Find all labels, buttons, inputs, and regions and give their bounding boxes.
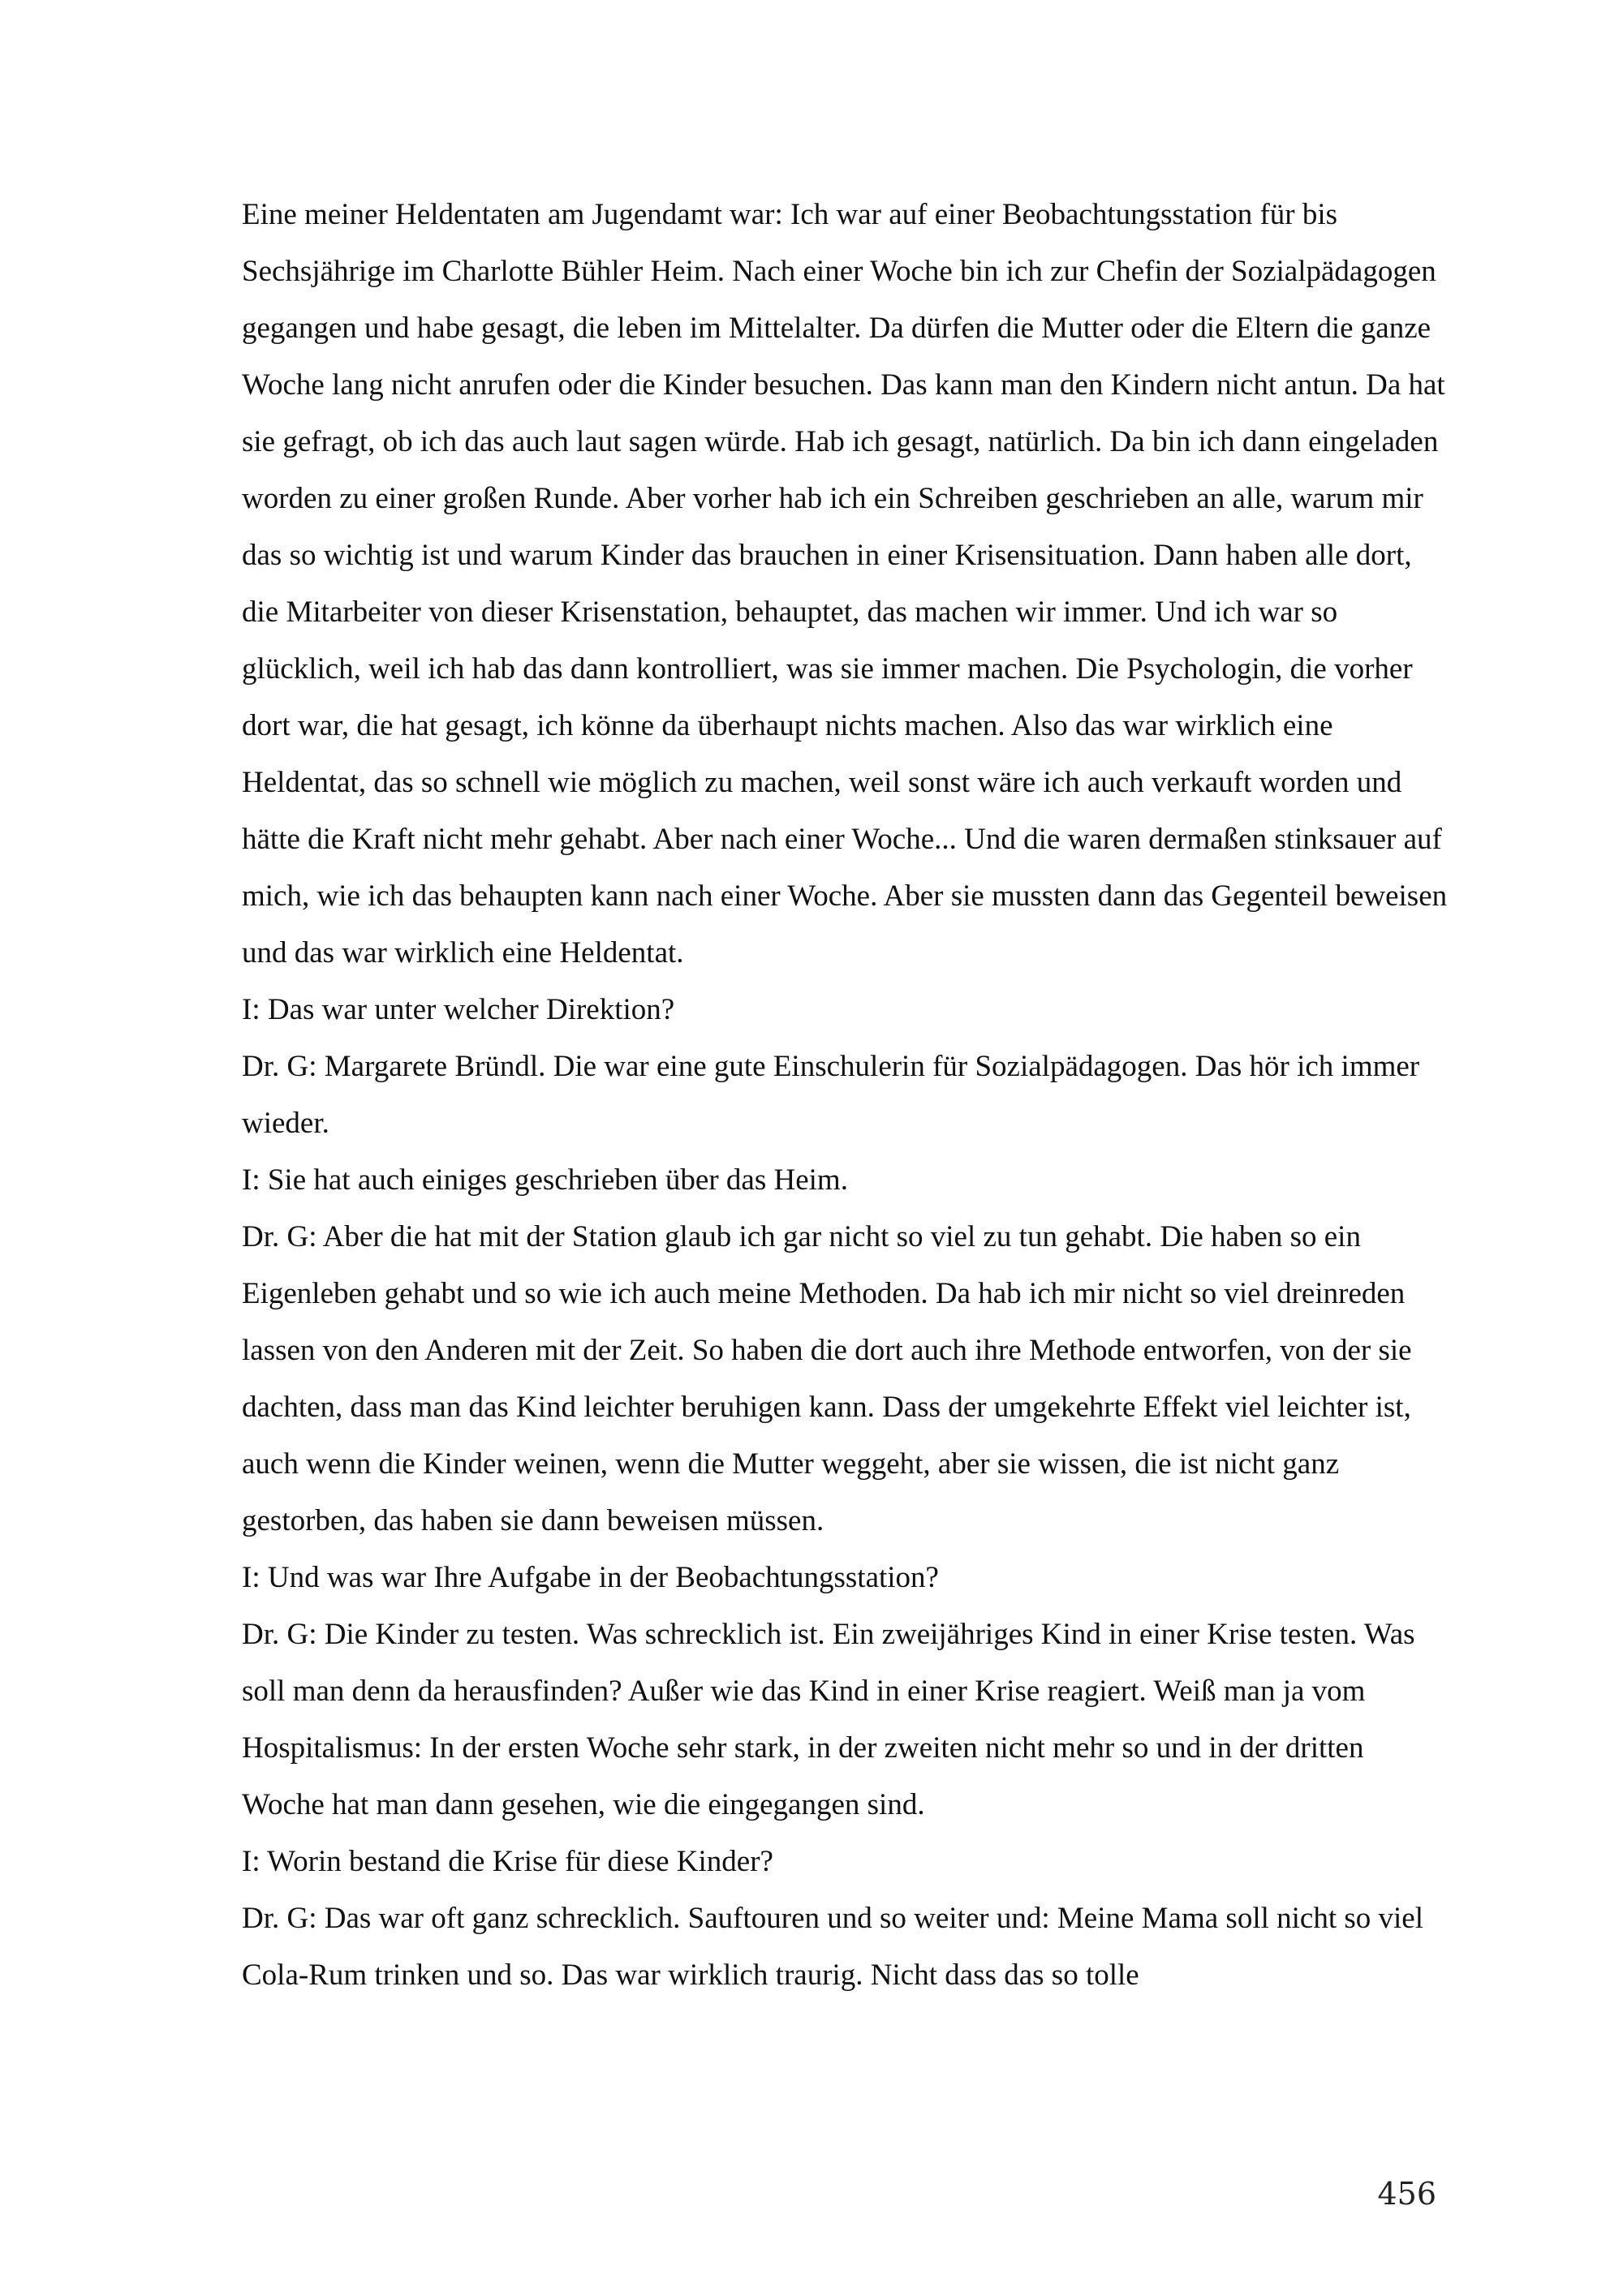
paragraph-answer-bruendl: Dr. G: Margarete Bründl. Die war eine gute Einschulerin für Sozialpädagogen. Das hör ich immer wieder. xyxy=(242,1050,1420,1140)
body-text xyxy=(242,187,1451,2004)
paragraph-question-krise: I: Worin bestand die Krise für diese Kinder? xyxy=(242,1845,773,1878)
paragraph-question-heim: I: Sie hat auch einiges geschrieben über das Heim. xyxy=(242,1163,848,1197)
paragraph-answer-sauftouren: Dr. G: Das war oft ganz schrecklich. Sauftouren und so weiter und: Meine Mama soll nicht so viel Cola-Rum trinken und so. Das war wirklich traurig. Nicht dass das so tolle xyxy=(242,1902,1424,1992)
paragraph-heldentat: Eine meiner Heldentaten am Jugendamt war: Ich war auf einer Beobachtungsstation für bis Sechsjährige im Charlotte Bühler Heim. Nach einer Woche bin ich zur Chefin der Sozialpädagogen gegangen und habe gesagt, die leben im Mittelalter. Da dürfen die Mutter oder die Eltern die ganze Woche lang nicht anrufen oder die Kinder besuchen. Das kann man den Kindern nicht antun. Da hat sie gefragt, ob ich das auch laut sagen würde. Hab ich gesagt, natürlich. Da bin ich dann eingeladen worden zu einer großen Runde. Aber vorher hab ich ein Schreiben geschrieben an alle, warum mir das so wichtig ist und warum Kinder das brauchen in einer Krisensituation. Dann haben alle dort, die Mitarbeiter von dieser Krisenstation, behauptet, das machen wir immer. Und ich war so glücklich, weil ich hab das dann kontrolliert, was sie immer machen. Die Psychologin, die vorher dort war, die hat gesagt, ich könne da überhaupt nichts machen. Also das war wirklich eine Heldentat, das so schnell wie möglich zu machen, weil sonst wäre ich auch verkauft worden und hätte die Kraft nicht mehr gehabt. Aber nach einer Woche... Und die waren dermaßen stinksauer auf mich, wie ich das behaupten kann nach einer Woche. Aber sie mussten dann das Gegenteil beweisen und das war wirklich eine Heldentat. xyxy=(242,198,1448,970)
paragraph-question-aufgabe: I: Und was war Ihre Aufgabe in der Beobachtungsstation? xyxy=(242,1561,939,1594)
paragraph-answer-testen: Dr. G: Die Kinder zu testen. Was schrecklich ist. Ein zweijähriges Kind in einer Krise testen. Was soll man denn da herausfinden? Außer wie das Kind in einer Krise reagiert. Weiß man ja vom Hospitalismus: In der ersten Woche sehr stark, in der zweiten nicht mehr so und in der dritten Woche hat man dann gesehen, wie die eingegangen sind. xyxy=(242,1618,1415,1821)
paragraph-answer-station: Dr. G: Aber die hat mit der Station glaub ich gar nicht so viel zu tun gehabt. Die haben so ein Eigenleben gehabt und so wie ich auch meine Methoden. Da hab ich mir nicht so viel dreinreden lassen von den Anderen mit der Zeit. So haben die dort auch ihre Methode entworfen, von der sie dachten, dass man das Kind leichter beruhigen kann. Dass der umgekehrte Effekt viel leichter ist, auch wenn die Kinder weinen, wenn die Mutter weggeht, aber sie wissen, die ist nicht ganz gestorben, das haben sie dann beweisen müssen. xyxy=(242,1220,1412,1537)
paragraph-question-direktion: I: Das war unter welcher Direktion? xyxy=(242,993,675,1026)
page-number: 456 xyxy=(1377,2176,1436,2212)
